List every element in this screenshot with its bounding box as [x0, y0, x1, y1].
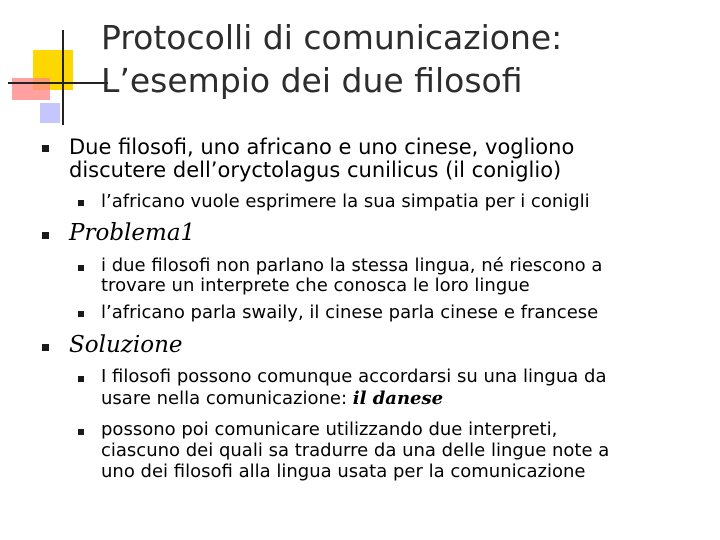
bullet-3-heading: Soluzione	[69, 332, 183, 358]
bullet-2-heading: Problema1	[69, 220, 196, 246]
bullet-2-sub-1-line-2: trovare un interprete che conosca le loro lingue	[101, 275, 530, 296]
sub-bullet-marker	[78, 376, 84, 382]
bullet-marker	[42, 232, 49, 239]
title-line-1: Protocolli di comunicazione:	[101, 18, 563, 57]
emphasis-il-danese: il danese	[352, 388, 444, 409]
bullet-3-sub-1-line-1: I filosofi possono comunque accordarsi su una lingua da	[101, 366, 607, 387]
bullet-2-sub-1-line-1: i due filosofi non parlano la stessa lingua, né riescono a	[101, 255, 603, 276]
bullet-marker	[42, 145, 49, 152]
bullet-1-sub-1: l’africano vuole esprimere la sua simpatia per i conigli	[101, 191, 590, 212]
slide-title	[101, 16, 701, 102]
bullet-marker	[42, 344, 49, 351]
bullet-3-sub-2-line-3: uno dei filosofi alla lingua usata per la comunicazione	[101, 461, 586, 482]
bullet-1-line-2: discutere dell’oryctolagus cunilicus (il coniglio)	[69, 158, 562, 182]
bullet-1-line-1: Due filosofi, uno africano e uno cinese, vogliono	[69, 135, 575, 159]
bullet-3-sub-1-line-2	[101, 389, 443, 409]
bullet-3-sub-1-text: usare nella comunicazione:	[101, 388, 353, 409]
bullet-3-sub-2-line-2: ciascuno dei quali sa tradurre da una delle lingue note a	[101, 440, 610, 461]
decor-vertical-line	[62, 30, 64, 125]
sub-bullet-marker	[78, 265, 84, 271]
sub-bullet-marker	[78, 311, 84, 317]
bullet-2-sub-2: l’africano parla swaily, il cinese parla cinese e francese	[101, 302, 599, 323]
sub-bullet-marker	[78, 200, 84, 206]
title-line-2: L’esempio dei due filosofi	[101, 61, 523, 100]
decor-horizontal-line	[8, 82, 108, 84]
decor-blue-square	[40, 103, 60, 123]
bullet-3-sub-2-line-1: possono poi comunicare utilizzando due interpreti,	[101, 419, 558, 440]
sub-bullet-marker	[78, 429, 84, 435]
